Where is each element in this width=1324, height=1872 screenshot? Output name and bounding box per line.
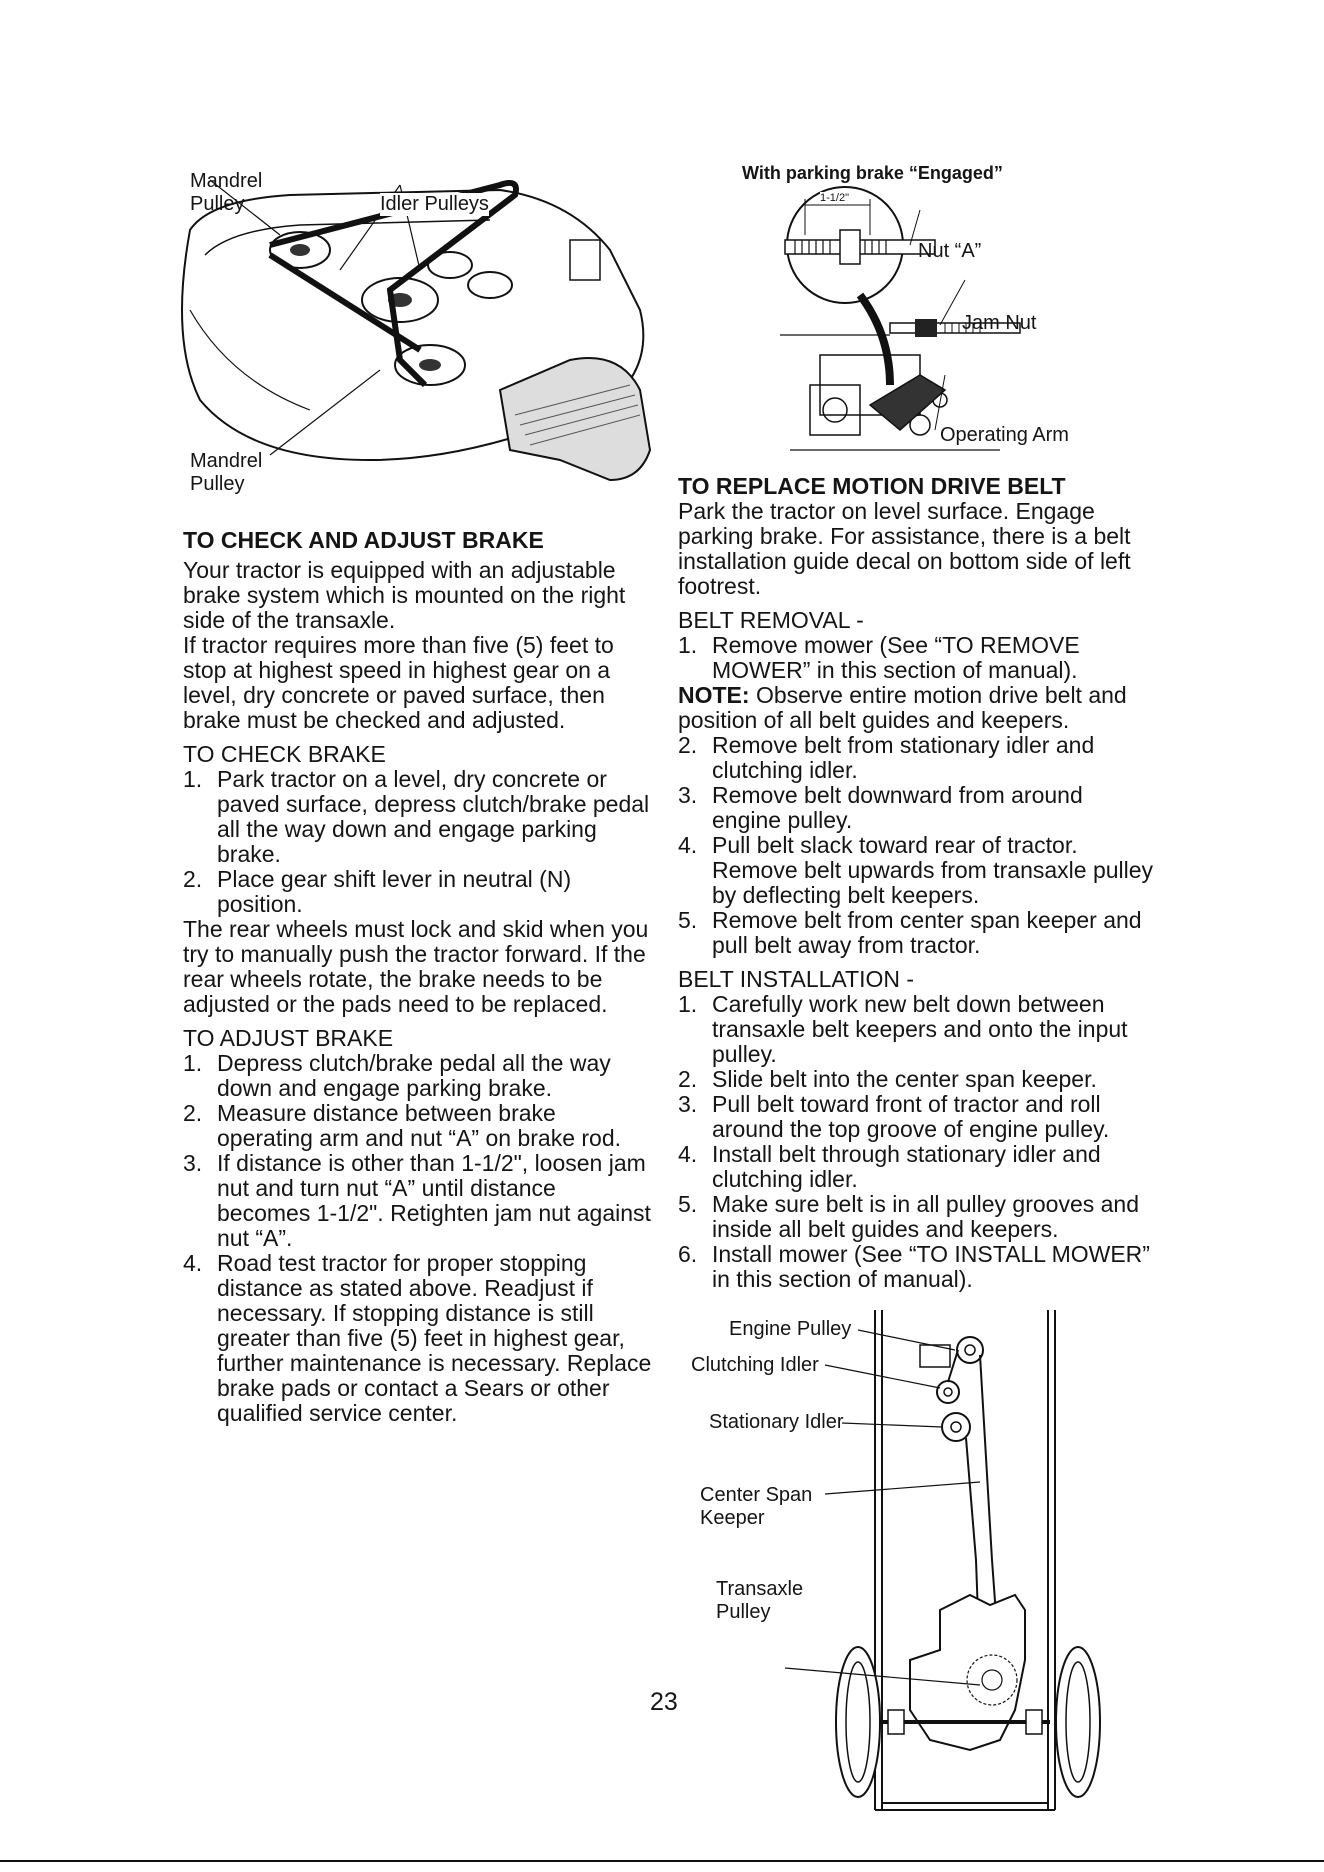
- adjust-step-2-text: Measure distance between brake operating arm and nut “A” on brake rod.: [217, 1100, 622, 1151]
- adjust-step-2: [183, 1101, 653, 1151]
- install-step-4-text: Install belt through stationary idler and clutching idler.: [712, 1141, 1101, 1192]
- install-step-2: [678, 1067, 1158, 1092]
- adjust-step-3-num: 3.: [183, 1150, 203, 1176]
- install-step-2-text: Slide belt into the center span keeper.: [712, 1066, 1097, 1092]
- note-text: Observe entire motion drive belt and position of all belt guides and keepers.: [678, 682, 1127, 733]
- check-adjust-intro-1: Your tractor is equipped with an adjustable brake system which is mounted on the right side of the transaxle.: [183, 557, 626, 633]
- adjust-step-1: [183, 1051, 653, 1101]
- label-mandrel-pulley-top-1: Mandrel: [190, 170, 263, 192]
- adjust-step-4-num: 4.: [183, 1250, 203, 1276]
- check-step-1-text: Park tractor on a level, dry concrete or paved surface, depress clutch/brake pedal all the way down and engage parking brake.: [217, 766, 650, 867]
- label-engine-pulley: Engine Pulley: [729, 1318, 852, 1340]
- removal-step-3-text: Remove belt downward from around engine pulley.: [712, 782, 1083, 833]
- check-step-1-num: 1.: [183, 766, 203, 792]
- removal-step-5: [678, 908, 1158, 958]
- install-step-3-num: 3.: [678, 1091, 698, 1117]
- left-column: [183, 527, 653, 1426]
- removal-step-2-num: 2.: [678, 732, 698, 758]
- belt-routing-drawing: [680, 1310, 1120, 1820]
- page-number: 23: [650, 1688, 678, 1716]
- removal-step-1-text: Remove mower (See “TO REMOVE MOWER” in this section of manual).: [712, 632, 1080, 683]
- belt-routing-figure: [680, 1310, 1120, 1820]
- check-brake-subheading: TO CHECK BRAKE: [183, 741, 386, 767]
- install-step-1: [678, 992, 1158, 1067]
- removal-step-2: [678, 733, 1158, 783]
- removal-step-4: [678, 833, 1158, 908]
- label-jam-nut: Jam Nut: [962, 312, 1037, 334]
- label-transaxle-1: Transaxle: [716, 1578, 804, 1600]
- label-operating-arm: Operating Arm: [940, 424, 1069, 446]
- brake-dim-label: 1-1/2": [820, 192, 849, 204]
- install-step-6: [678, 1242, 1158, 1292]
- install-step-6-text: Install mower (See “TO INSTALL MOWER” in this section of manual).: [712, 1241, 1150, 1292]
- label-idler-pulleys: Idler Pulleys: [380, 193, 489, 215]
- label-stationary-idler: Stationary Idler: [709, 1411, 844, 1433]
- adjust-step-1-text: Depress clutch/brake pedal all the way down and engage parking brake.: [217, 1050, 611, 1101]
- label-center-span-2: Keeper: [700, 1507, 765, 1529]
- removal-step-5-text: Remove belt from center span keeper and pull belt away from tractor.: [712, 907, 1142, 958]
- note-label: NOTE:: [678, 682, 750, 708]
- check-adjust-heading: TO CHECK AND ADJUST BRAKE: [183, 527, 544, 553]
- label-mandrel-pulley-bottom-1: Mandrel: [190, 450, 263, 472]
- adjust-step-3: [183, 1151, 653, 1251]
- removal-step-4-text: Pull belt slack toward rear of tractor. Remove belt upwards from transaxle pulley by deflecting belt keepers.: [712, 832, 1154, 908]
- check-step-2: [183, 867, 653, 917]
- label-center-span-1: Center Span: [700, 1484, 813, 1506]
- adjust-step-1-num: 1.: [183, 1050, 203, 1076]
- check-step-2-text: Place gear shift lever in neutral (N) position.: [217, 866, 572, 917]
- install-step-1-text: Carefully work new belt down between transaxle belt keepers and onto the input pulley.: [712, 991, 1128, 1067]
- removal-step-1: [678, 633, 1158, 683]
- install-step-6-num: 6.: [678, 1241, 698, 1267]
- note-paragraph: [678, 683, 1158, 733]
- motion-belt-heading: TO REPLACE MOTION DRIVE BELT: [678, 473, 1066, 499]
- removal-step-4-num: 4.: [678, 832, 698, 858]
- check-step-2-num: 2.: [183, 866, 203, 892]
- brake-caption: With parking brake “Engaged”: [742, 163, 1003, 183]
- adjust-step-2-num: 2.: [183, 1100, 203, 1126]
- install-step-2-num: 2.: [678, 1066, 698, 1092]
- adjust-step-4-text: Road test tractor for proper stopping distance as stated above. Readjust if necessary. If stopping distance is still greater than five (5) feet in highest gear, further maintenance is necessary. Replace brake pads or contact a Sears or other qualified service center.: [217, 1250, 652, 1426]
- label-mandrel-pulley-top-2: Pulley: [190, 193, 245, 215]
- install-step-4-num: 4.: [678, 1141, 698, 1167]
- removal-step-2-text: Remove belt from stationary idler and clutching idler.: [712, 732, 1095, 783]
- belt-removal-subheading: BELT REMOVAL -: [678, 607, 864, 633]
- label-transaxle-2: Pulley: [716, 1601, 771, 1623]
- label-clutching-idler: Clutching Idler: [691, 1354, 819, 1376]
- motion-belt-intro: Park the tractor on level surface. Engage parking brake. For assistance, there is a belt installation guide decal on bottom side of left footrest.: [678, 498, 1131, 599]
- removal-step-3-num: 3.: [678, 782, 698, 808]
- adjust-brake-subheading: TO ADJUST BRAKE: [183, 1025, 394, 1051]
- adjust-step-4: [183, 1251, 653, 1426]
- removal-step-3: [678, 783, 1158, 833]
- label-nut-a: Nut “A”: [918, 240, 982, 262]
- check-after-text: The rear wheels must lock and skid when you try to manually push the tractor forward. If the rear wheels rotate, the brake needs to be adjusted or the pads need to be replaced.: [183, 916, 649, 1017]
- removal-step-5-num: 5.: [678, 907, 698, 933]
- adjust-step-3-text: If distance is other than 1-1/2", loosen jam nut and turn nut “A” until distance becomes 1-1/2". Retighten jam nut against nut “A”.: [217, 1150, 651, 1251]
- label-mandrel-pulley-bottom-2: Pulley: [190, 473, 245, 495]
- install-step-5-num: 5.: [678, 1191, 698, 1217]
- check-step-1: [183, 767, 653, 867]
- install-step-5: [678, 1192, 1158, 1242]
- install-step-5-text: Make sure belt is in all pulley grooves and inside all belt guides and keepers.: [712, 1191, 1140, 1242]
- install-step-3-text: Pull belt toward front of tractor and roll around the top groove of engine pulley.: [712, 1091, 1110, 1142]
- install-step-3: [678, 1092, 1158, 1142]
- right-column: [678, 473, 1158, 1292]
- belt-install-subheading: BELT INSTALLATION -: [678, 966, 915, 992]
- check-adjust-intro-2: If tractor requires more than five (5) feet to stop at highest speed in highest gear on a level, dry concrete or paved surface, then brake must be checked and adjusted.: [183, 632, 614, 733]
- removal-step-1-num: 1.: [678, 632, 698, 658]
- install-step-4: [678, 1142, 1158, 1192]
- install-step-1-num: 1.: [678, 991, 698, 1017]
- page-bottom-rule: [0, 1860, 1324, 1862]
